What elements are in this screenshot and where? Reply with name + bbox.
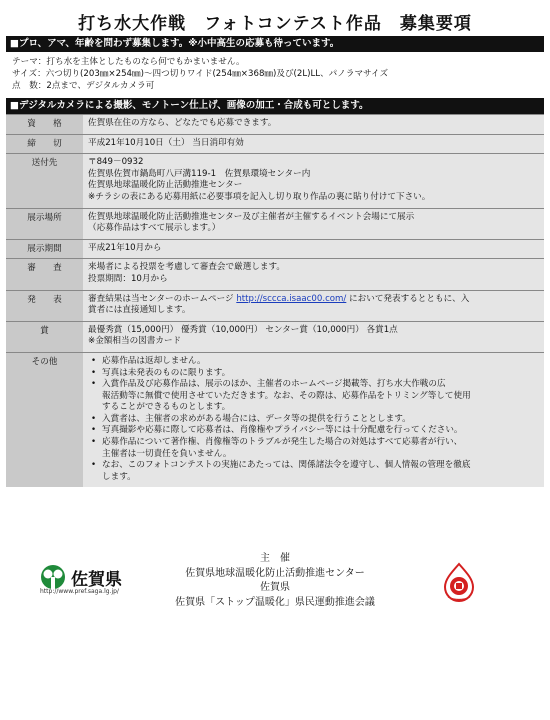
recipient: 佐賀県地球温暖化防止活動推進センター: [88, 180, 243, 191]
list-item: [88, 425, 539, 437]
page: [6, 6, 544, 487]
value-other: [83, 352, 544, 487]
footer: [0, 548, 550, 628]
label-send-to: 送付先: [6, 154, 83, 208]
organizers-block: [150, 552, 400, 610]
label-qualification: 資 格: [6, 115, 83, 135]
list-item: [88, 379, 539, 414]
intro-count: 点 数：2点まで、デジタルカメラ可: [12, 81, 155, 91]
announcement-prefix: 審査結果は当センターのホームページ: [88, 293, 237, 304]
logo-name: 佐賀県: [71, 569, 122, 590]
requirements-table: [6, 114, 544, 487]
announcement-line: [88, 294, 539, 306]
list-item-line: します。: [102, 471, 136, 482]
row-qualification: [6, 115, 544, 135]
row-deadline: [6, 134, 544, 154]
list-item-line: • なお、このフォトコンテストの実施にあたっては、関係諸法令を遵守し、個人情報の管理を徹底: [102, 460, 471, 471]
value-deadline: 平成21年10月10日（土） 当日消印有効: [83, 134, 544, 154]
row-announcement: [6, 290, 544, 321]
list-item-line: • 入賞作品及び応募作品は、展示のほか、主催者のホームページ掲載等、打ち水大作戦の広: [102, 379, 446, 390]
list-item: [88, 368, 539, 380]
send-note: ※チラシの表にある応募用紙に必要事項を記入し切り取り作品の裏に貼り付けて下さい。: [88, 191, 431, 202]
other-notes-list: [88, 356, 539, 484]
section-bar-digital: ■デジタルカメラによる撮影、モノトーン仕上げ、画像の加工・合成も可とします。: [6, 98, 544, 114]
section-bar-eligibility: ■プロ、アマ、年齢を問わず募集します。※小中高生の応募も待っています。: [6, 36, 544, 52]
row-venue: [6, 208, 544, 239]
list-item: [88, 356, 539, 368]
label-deadline: 締 切: [6, 134, 83, 154]
value-period: 平成21年10月から: [83, 239, 544, 259]
announcement-suffix: において発表するとともに、入: [346, 293, 470, 304]
row-send-to: [6, 154, 544, 208]
venue-note: （応募作品はすべて展示します。）: [88, 223, 221, 234]
row-judging: [6, 259, 544, 290]
intro-size: サイズ：六つ切り(203㎜×254㎜)〜四つ切りワイド(254㎜×368㎜)及び(2L)LL、パノラマサイズ: [12, 69, 389, 79]
voting-period: 投票期間：10月から: [88, 273, 168, 284]
announcement-line-2: 賞者には直接通知します。: [88, 305, 191, 316]
logo-url: http://www.pref.saga.lg.jp/: [40, 588, 119, 595]
organizer-center: 佐賀県地球温暖化防止活動推進センター: [185, 567, 365, 579]
value-qualification: 佐賀県在住の方なら、どなたでも応募できます。: [83, 115, 544, 135]
prize-list: 最優秀賞（15,000円） 優秀賞（10,000円） センター賞（10,000円） 各賞1点: [88, 324, 398, 335]
value-announcement: [83, 290, 544, 321]
page-title: 打ち水大作戦 フォトコンテスト作品 募集要項: [78, 13, 472, 34]
list-item-line: • 応募作品について著作権、肖像権等のトラブルが発生した場合の対処はすべて応募者が行い、: [102, 437, 463, 448]
value-send-to: [83, 154, 544, 208]
value-judging: [83, 259, 544, 290]
label-judging: 審 査: [6, 259, 83, 290]
label-announcement: 発 表: [6, 290, 83, 321]
venue-line: 佐賀県地球温暖化防止活動推進センター及び主催者が主催するイベント会場にて展示: [88, 211, 415, 222]
organizers-heading: 主 催: [260, 553, 290, 564]
list-item-line: • 入賞者は、主催者の求めがある場合には、データ等の提供を行うこととします。: [102, 413, 411, 424]
row-prize: [6, 321, 544, 352]
organizer-council: 佐賀県「ストップ温暖化」県民運動推進会議: [175, 596, 375, 608]
postal-code: 〒849－0932: [88, 157, 144, 168]
list-item-line: • 写真撮影や応募に際して応募者は、肖像権やプライバシー等には十分配慮を行ってください。: [102, 425, 463, 436]
list-item-line: することができるものとします。: [102, 402, 231, 413]
list-item-line: 報活動等に無償で使用させていただきます。なお、その際は、応募作品をトリミング等して使用: [102, 390, 471, 401]
list-item: [88, 414, 539, 426]
judging-line: 来場者による投票を考慮して審査会で厳選します。: [88, 262, 285, 273]
organizer-prefecture: 佐賀県: [260, 582, 290, 593]
label-period: 展示期間: [6, 239, 83, 259]
list-item-line: 主催者は一切責任を負いません。: [102, 448, 232, 459]
prize-note: ※金額相当の図書カード: [88, 336, 182, 347]
row-period: [6, 239, 544, 259]
intro-theme: テーマ：打ち水を主体としたものなら何でもかまいません。: [12, 57, 245, 67]
center-homepage-link[interactable]: http://sccca.isaac00.com/: [236, 293, 347, 304]
value-venue: [83, 208, 544, 239]
saga-logo: [38, 564, 122, 590]
list-item: [88, 460, 539, 483]
stop-warming-seal-icon: [442, 562, 476, 602]
list-item-line: • 写真は未発表のものに限ります。: [102, 367, 231, 378]
list-item: [88, 437, 539, 460]
value-prize: [83, 321, 544, 352]
label-venue: 展示場所: [6, 208, 83, 239]
intro-block: [6, 52, 544, 98]
address: 佐賀県佐賀市鍋島町八戸溝119-1 佐賀県環境センター内: [88, 168, 311, 179]
row-other: [6, 352, 544, 487]
list-item-line: • 応募作品は返却しません。: [102, 355, 206, 366]
saga-prefecture-logo-icon: [38, 564, 68, 590]
label-prize: 賞: [6, 321, 83, 352]
label-other: その他: [6, 352, 83, 487]
